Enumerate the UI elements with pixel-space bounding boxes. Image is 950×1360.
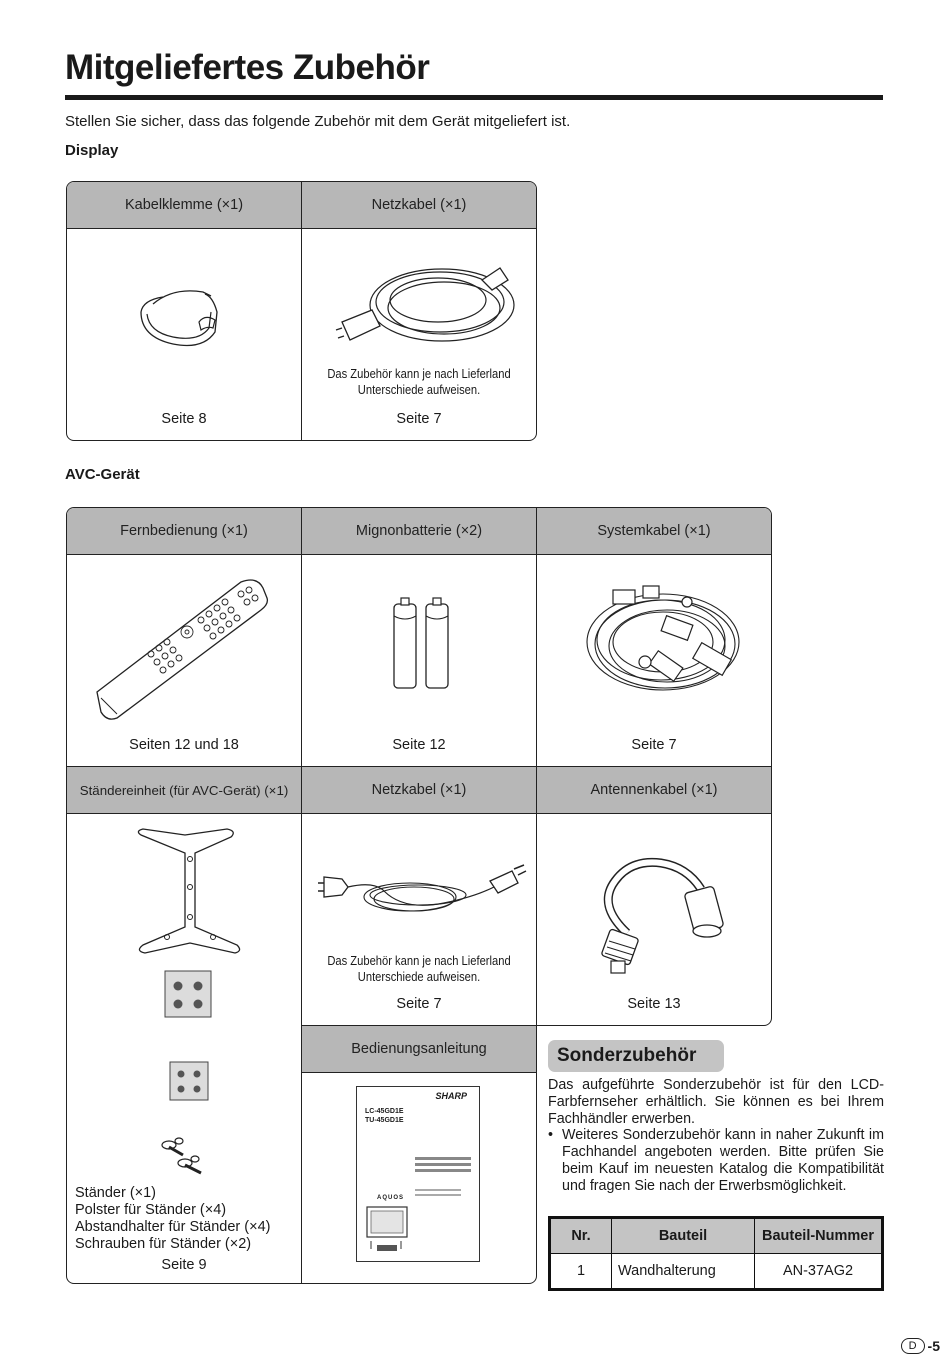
table-header: Bauteil-Nummer [755,1218,883,1254]
page-reference: Seiten 12 und 18 [129,737,239,753]
antenna-cable-icon [591,845,731,975]
stand-content-line: Schrauben für Ständer (×2) [75,1236,252,1252]
table-cell: 1 [550,1254,612,1290]
page-letter: D [901,1338,925,1354]
spacer-icon [169,1061,209,1101]
optional-intro: Das aufgeführte Sonderzubehör ist für den LCD-Farbfernseher erhältlich. Sie können es bei Ihrem Fachhändler erwerben. [548,1077,884,1127]
page-title: Mitgeliefertes Zubehör [65,48,430,87]
optional-accessories-table [548,1216,884,1291]
optional-bullet-text: Weiteres Sonderzubehör kann in naher Zukunft im Fachhandel angeboten werden. Bitte prüfen Sie beim Kauf im neuesten Katalog die Kompatibilität und fragen Sie nach der Erwerbsmöglichkeit. [562,1127,884,1194]
remote-control-icon [91,572,281,722]
cable-clamp-icon [133,282,243,352]
screw-icon [159,1133,215,1179]
stand-unit-contents [75,1185,270,1253]
item-cell-power-cord-avc [301,766,537,1026]
page-reference: Seite 12 [392,737,446,753]
optional-text-block [548,1077,884,1195]
item-note: Das Zubehör kann je nach Lieferland Unterschiede aufweisen. [327,366,511,397]
manual-model: TU-45GD1E [365,1117,404,1124]
item-name: Mignonbatterie (×2) [302,508,536,555]
page-number-value: -5 [927,1338,940,1354]
item-name: Ständereinheit (für AVC-Gerät) (×1) [67,767,301,814]
item-cell-batteries [301,507,537,767]
manual-model: LC-45GD1E [365,1108,404,1115]
item-name: Antennenkabel (×1) [537,767,771,814]
power-cord-icon [314,861,528,917]
optional-heading: Sonderzubehör [548,1040,724,1072]
page-reference: Seite 8 [161,411,207,427]
stand-content-line: Abstandhalter für Ständer (×4) [75,1219,271,1235]
table-cell: AN-37AG2 [755,1254,883,1290]
section-heading-display: Display [65,142,119,159]
stand-content-line: Polster für Ständer (×4) [75,1202,227,1218]
intro-text: Stellen Sie sicher, dass das folgende Zubehör mit dem Gerät mitgeliefert ist. [65,113,571,130]
item-cell-remote [66,507,302,767]
page-reference: Seite 9 [161,1257,207,1273]
stand-icon [127,827,253,955]
table-row [550,1254,883,1290]
page-reference: Seite 7 [396,411,442,427]
manual-brand: SHARP [435,1091,467,1101]
table-header: Bauteil [612,1218,755,1254]
page-reference: Seite 7 [631,737,677,753]
item-note: Das Zubehör kann je nach Lieferland Unterschiede aufweisen. [327,953,511,984]
manual-series: AQUOS [377,1195,405,1201]
item-cell-power-cord [301,181,537,441]
page-reference: Seite 7 [396,996,442,1012]
item-cell-antenna-cable [536,766,772,1026]
item-cell-manual [301,1025,537,1284]
item-name: Bedienungsanleitung [302,1026,536,1073]
item-name: Netzkabel (×1) [302,767,536,814]
item-name: Fernbedienung (×1) [67,508,301,555]
item-cell-stand-unit [66,766,302,1284]
table-header: Nr. [550,1218,612,1254]
item-name: Kabelklemme (×1) [67,182,301,229]
section-heading-avc: AVC-Gerät [65,466,140,483]
system-cable-icon [583,580,743,698]
manual-icon [356,1086,480,1262]
title-rule [65,95,883,100]
tv-icon [365,1205,411,1255]
stand-pad-icon [164,970,212,1018]
battery-icon [390,594,452,692]
optional-bullet: • Weiteres Sonderzubehör kann in naher Zukunft im Fachhandel angeboten werden. Bitte prüfen Sie beim Kauf im neuesten Katalog die Kompatibilität und fragen Sie nach der Erwerbsmöglichkeit. [548,1127,884,1194]
item-cell-cable-clamp [66,181,302,441]
table-cell: Wandhalterung [612,1254,755,1290]
power-cord-icon [332,250,522,360]
page-reference: Seite 13 [627,996,681,1012]
page-number [901,1338,940,1354]
item-name: Systemkabel (×1) [537,508,771,555]
item-name: Netzkabel (×1) [302,182,536,229]
stand-content-line: Ständer (×1) [75,1185,157,1201]
item-cell-system-cable [536,507,772,767]
